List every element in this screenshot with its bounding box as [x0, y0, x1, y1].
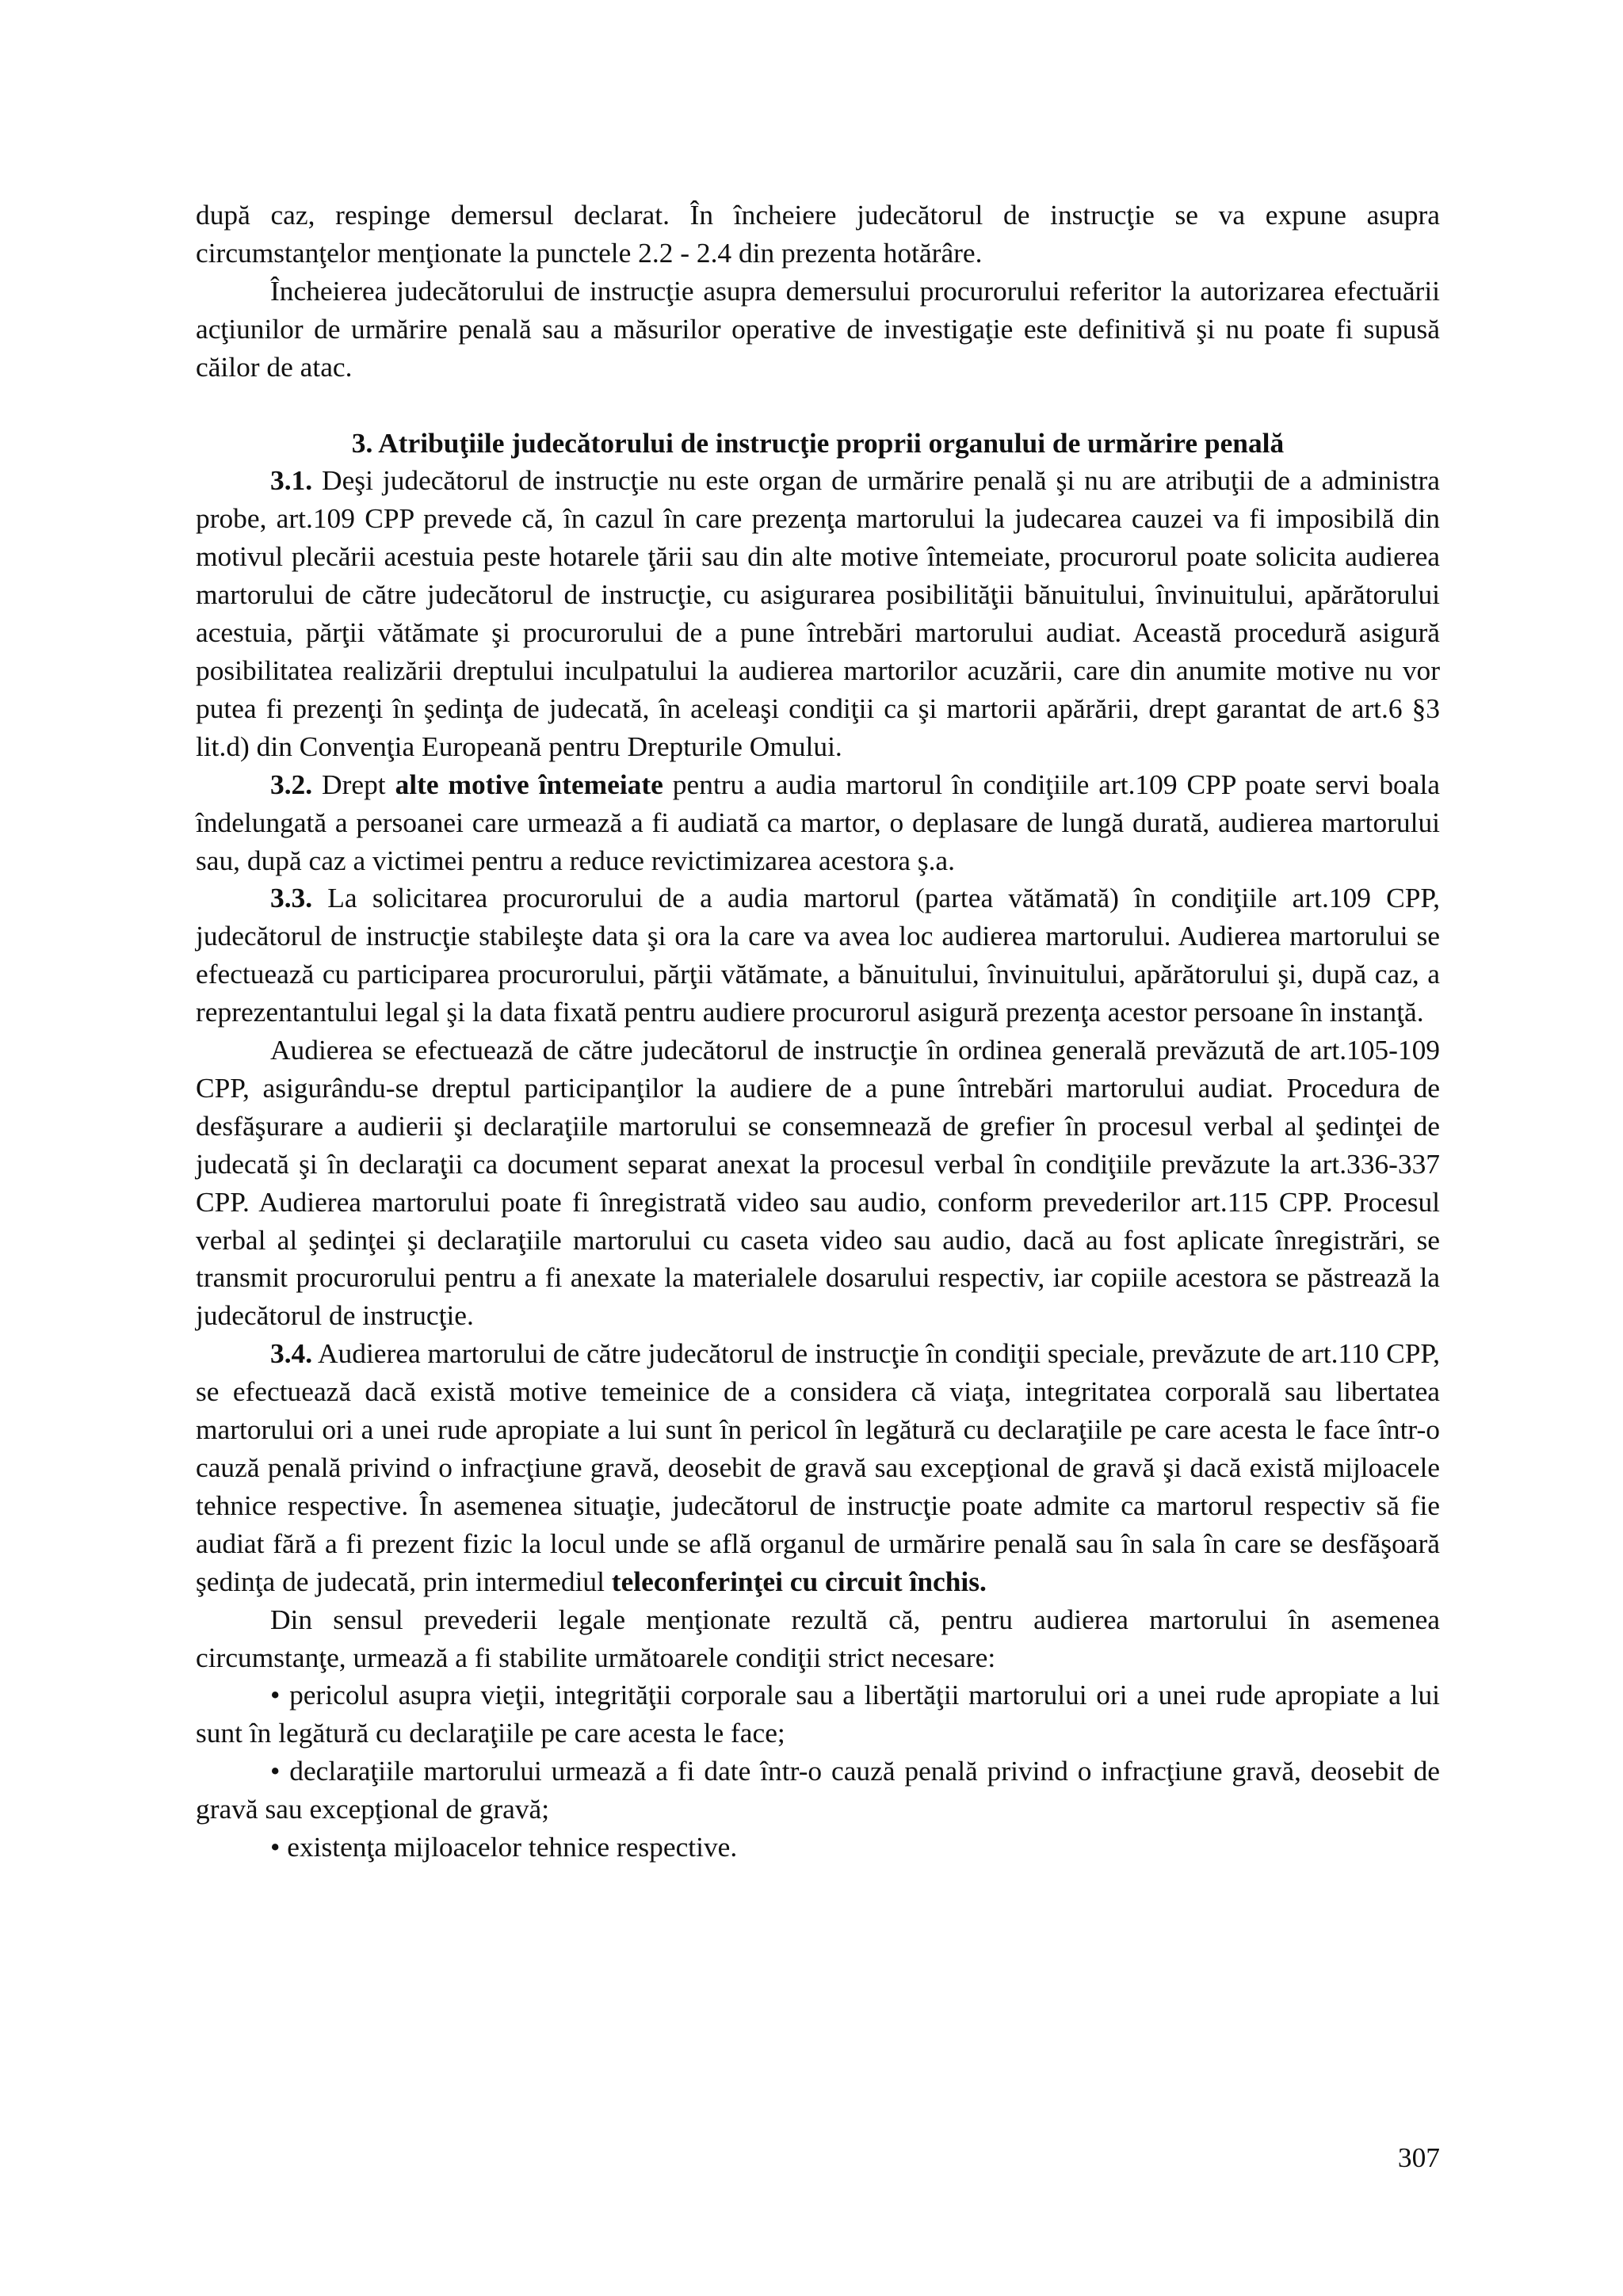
paragraph-3-1 [196, 462, 1440, 765]
bullet-item-2: • declaraţiile martorului urmează a fi date într-o cauză penală privind o infracţiune gravă, deosebit de gravă sau excepţional de gravă; [196, 1755, 1440, 1825]
paragraph-text-3-1: Deşi judecătorul de instrucţie nu este organ de urmărire penală şi nu are atribuţii de a administra probe, art.109 CPP prevede că, în cazul în care prezenţa martorului la judecarea cauzei va fi imposibilă din motivul plecării acestuia peste hotarele ţării sau din alte motive întemeiate, procurorul poate solicita audierea martorului de către judecătorul de instrucţie, cu asigurarea posibilităţii bănuitului, învinuitului, apărătorului acestuia, părţii vătămate şi procurorului de a pune întrebări martorului audiat. Această procedură asigură posibilitatea realizării dreptului inculpatului la audierea martorilor acuzării, care din anumite motive nu vor putea fi prezenţi în şedinţa de judecată, în aceleaşi condiţii ca şi martorii apărării, drept garantat de art.6 §3 lit.d) din Convenţia Europeană pentru Drepturile Omului. [196, 464, 1440, 762]
paragraph-continuation: după caz, respinge demersul declarat. În încheiere judecătorul de instrucţie se va expune asupra circumstanţelor menţionate la punctele 2.2 - 2.4 din prezenta hotărâre. [196, 199, 1440, 269]
bullet-item-3: • existenţa mijloacelor tehnice respective. [270, 1831, 738, 1863]
section-heading-3: 3. Atribuţiile judecătorului de instrucţie proprii organului de urmărire penală [351, 426, 1285, 459]
paragraph-number-3-4: 3.4. [270, 1337, 313, 1370]
bullet-item-1: • pericolul asupra vieţii, integrităţii corporale sau a libertăţii martorului ori a unei rude apropiate a lui sunt în legătură cu declaraţiile pe care acesta le face; [196, 1679, 1440, 1749]
paragraph-number-3-2: 3.2. [270, 768, 313, 800]
paragraph-text-3-2-a: Drept [312, 768, 395, 800]
paragraph-3-4 [196, 1335, 1440, 1600]
paragraph-audierea: Audierea se efectuează de către judecătorul de instrucţie în ordinea generală prevăzută de art.105-109 CPP, asigurându-se dreptul participanţilor la audiere de a pune întrebări martorului audiat. Procedura de desfăşurare a audierii şi declaraţiile martorului se consemnează de grefier în procesul verbal al şedinţei de judecată şi în declaraţii ca document separat anexat la procesul verbal în condiţiile prevăzute la art.336-337 CPP. Audierea martorului poate fi înregistrată video sau audio, conform prevederilor art.115 CPP. Procesul verbal al şedinţei şi declaraţiile martorului cu caseta video sau audio, dacă au fost aplicate înregistrări, se transmit procurorului pentru a fi anexate la materialele dosarului respectiv, iar copiile acestora se păstrează la judecătorul de instrucţie. [196, 1034, 1440, 1332]
paragraph-emphasis-3-4: teleconferinţei cu circuit închis. [611, 1565, 987, 1597]
document-page [196, 196, 1440, 1867]
page-number: 307 [1397, 2142, 1440, 2173]
paragraph-emphasis-3-2: alte motive întemeiate [395, 768, 663, 800]
paragraph-number-3-3: 3.3. [270, 882, 313, 914]
paragraph-3-2 [196, 766, 1440, 880]
paragraph-number-3-1: 3.1. [270, 464, 313, 497]
paragraph-text-3-4: Audierea martorului de către judecătorul de instrucţie în condiţii speciale, prevăzute de art.110 CPP, se efectuează dacă există motive temeinice de a considera că viaţa, integritatea corporală sau libertatea martorului ori a unei rude apropiate a lui sunt în pericol în legătură cu declaraţiile pe care acesta le face într-o cauză penală privind o infracţiune gravă, deosebit de gravă sau excepţional de gravă şi dacă există mijloacele tehnice respective. În asemenea situaţie, judecătorul de instrucţie poate admite ca martorul respectiv să fie audiat fără a fi prezent fizic la locul unde se află organul de urmărire penală sau în sala în care se desfăşoară şedinţa de judecată, prin intermediul [196, 1337, 1440, 1597]
paragraph-text-3-2-b: pentru a audia martorul în condiţiile art.109 CPP poate servi boala îndelungată a persoanei care urmează a fi audiată ca martor, o deplasare de lungă durată, audierea martorului sau, după caz a victimei pentru a reduce revictimizarea acestora ş.a. [196, 768, 1440, 876]
paragraph-3-3 [196, 879, 1440, 1032]
paragraph-incheierea: Încheierea judecătorului de instrucţie asupra demersului procurorului referitor la autorizarea efectuării acţiunilor de urmărire penală sau a măsurilor operative de investigaţie este definitivă şi nu poate fi supusă căilor de atac. [196, 274, 1440, 383]
paragraph-din-sensul: Din sensul prevederii legale menţionate rezultă că, pentru audierea martorului în asemenea circumstanţe, urmează a fi stabilite următoarele condiţii strict necesare: [196, 1603, 1440, 1673]
paragraph-text-3-3: La solicitarea procurorului de a audia martorul (partea vătămată) în condiţiile art.109 CPP, judecătorul de instrucţie stabileşte data şi ora la care va avea loc audierea martorului. Audierea martorului se efectuează cu participarea procurorului, părţii vătămate, a bănuitului, învinuitului, apărătorului şi, după caz, a reprezentantului legal şi la data fixată pentru audiere procurorul asigură prezenţa acestor persoane în instanţă. [196, 882, 1440, 1028]
